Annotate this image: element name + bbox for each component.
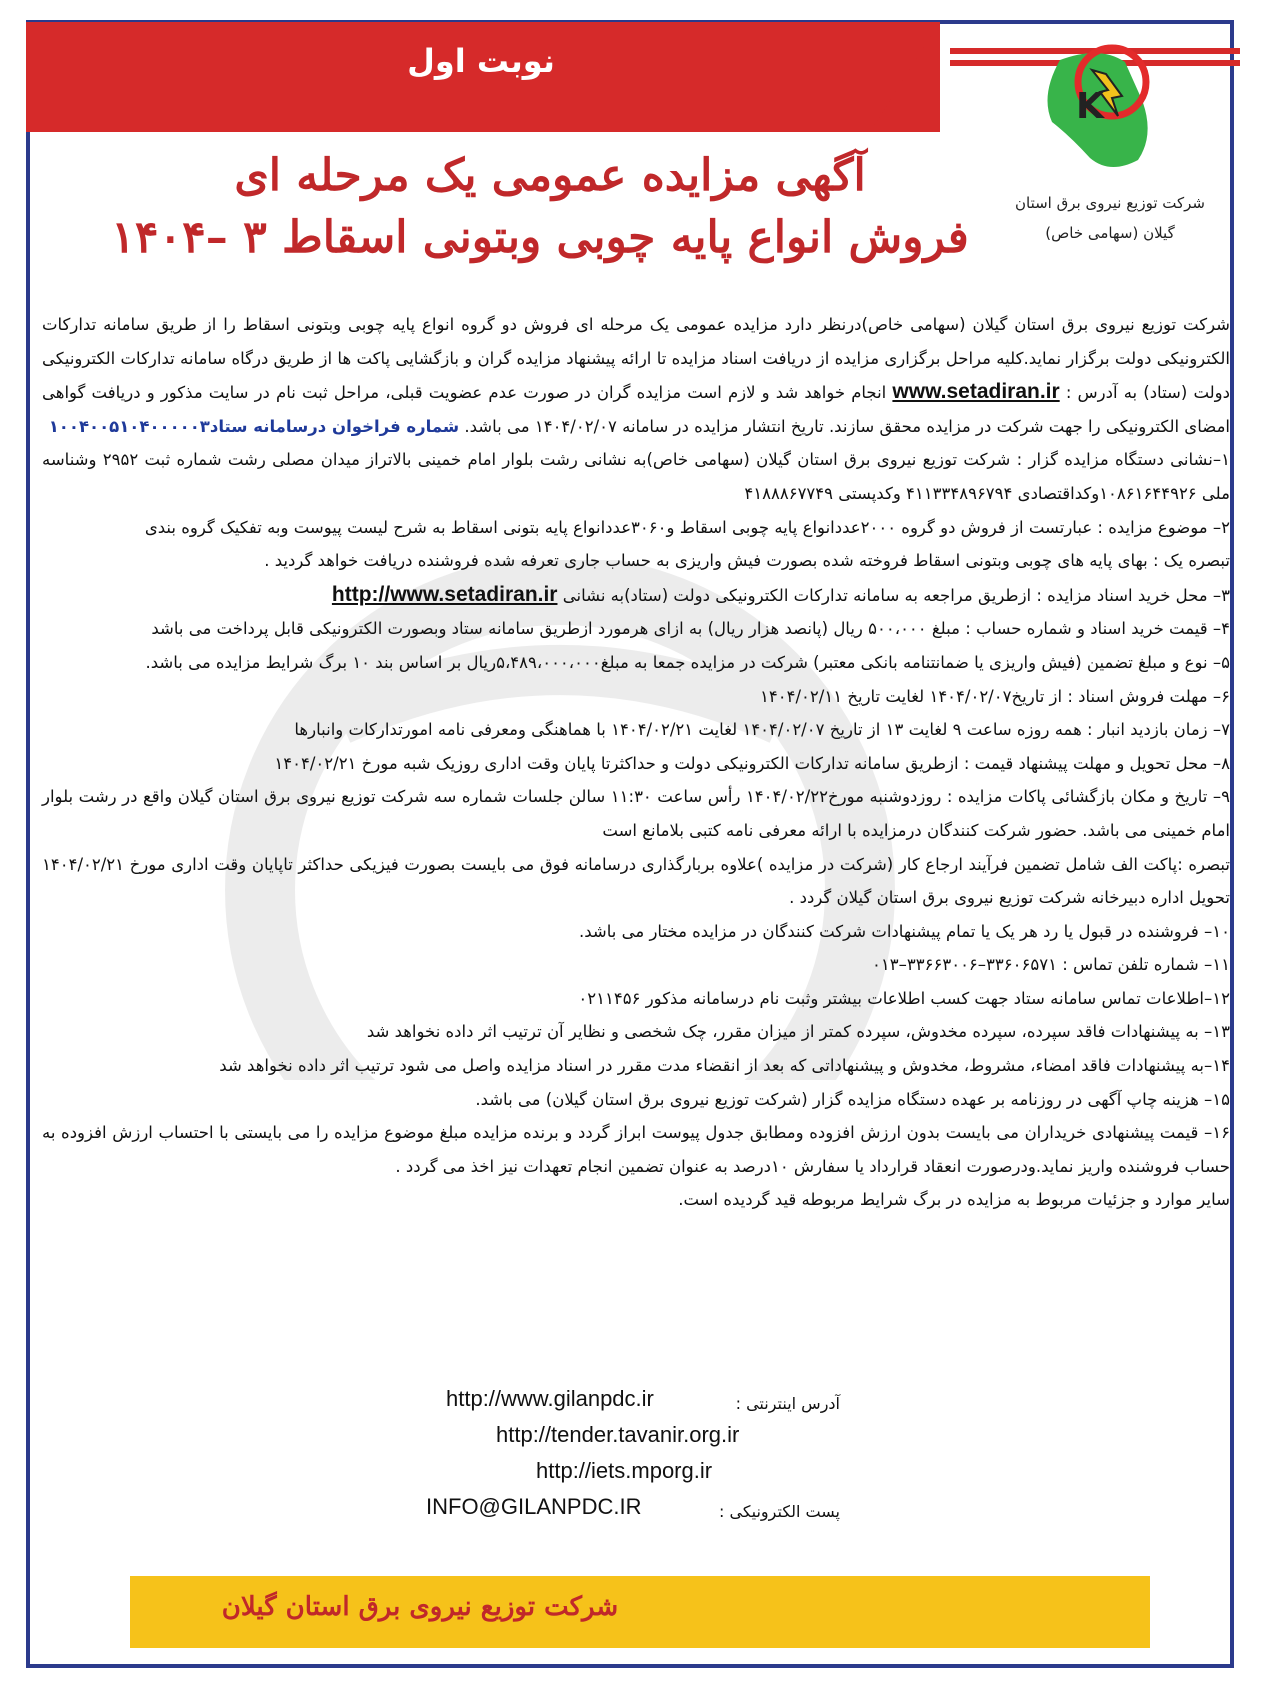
gilanpdc-link[interactable]: http://www.gilanpdc.ir <box>446 1386 654 1411</box>
item-3: ۳– محل خرید اسناد مزایده : ازطریق مراجعه به سامانه تدارکات الکترونیکی دولت (ستاد)به نشانی http://www.setadiran.ir <box>331 582 1230 606</box>
announcement-body <box>42 308 1230 1217</box>
company-name-line1: شرکت توزیع نیروی برق استان <box>1014 194 1205 212</box>
intro-paragraph: شرکت توزیع نیروی برق استان گیلان (سهامی خاص)درنظر دارد مزایده عمومی یک مرحله ای فروش دو گروه انواع پایه چوبی وبتونی اسقاط را از طریق سامانه تدارکات الکترونیکی دولت برگزار نماید.کلیه مراحل برگزاری مزایده از دریافت اسناد مزایده تا ارائه پیشنهاد مزایده گران و بازگشایی پاکت ها از طریق درگاه سامانه تدارکات الکترونیکی دولت (ستاد) به آدرس : www.setadiran.ir انجام خواهد شد و لازم است مزایده گران در صورت عدم عضویت قبلی، مراحل ثبت نام در سایت مذکور و دریافت گواهی امضای الکترونیکی را جهت شرکت در مزایده محقق سازند. تاریخ انتشار مزایده در سامانه ۱۴۰۴/۰۲/۰۷ می باشد. شماره فراخوان درسامانه ستاد۱۰۰۴۰۰۵۱۰۴۰۰۰۰۰۳ <box>42 315 1230 436</box>
item-8: ۸– محل تحویل و مهلت پیشنهاد قیمت : ازطریق سامانه تدارکات الکترونیکی دولت و حداکثرتا پایان وقت اداری روزیک شبه مورخ ۱۴۰۴/۰۲/۲۱ <box>274 753 1230 773</box>
round-label: نوبت اول <box>407 42 555 80</box>
email-label: پست الکترونیکی : <box>719 1502 840 1521</box>
title-line2: فروش انواع پایه چوبی وبتونی اسقاط ۳ –۱۴۰۴ <box>111 212 969 263</box>
note-1: تبصره یک : بهای پایه های چوبی وبتونی اسقاط فروخته شده بصورت فیش واریزی به حساب جاری تعرفه شده فروشنده دریافت خواهد گردید . <box>264 551 1230 571</box>
item-10: ۱۰– فروشنده در قبول یا رد هر یک یا تمام پیشنهادات شرکت کنندگان در مزایده مختار می باشد. <box>579 921 1230 941</box>
item-6: ۶– مهلت فروش اسناد : از تاریخ۱۴۰۴/۰۲/۰۷ لغایت تاریخ ۱۴۰۴/۰۲/۱۱ <box>760 686 1230 706</box>
item-16: ۱۶– قیمت پیشنهادی خریداران می بایست بدون ارزش افزوده ومطابق جدول پیوست ابراز گردد و برنده مزایده مبلغ موضوع مزایده را می بایستی با احتساب ارزش افزوده به حساب فروشنده واریز نماید.ودرصورت انعقاد قرارداد یا سفارش ۱۰درصد به عنوان تضمین انجام تعهدات نیز اخذ می گردد . <box>42 1123 1230 1176</box>
call-number: شماره فراخوان درسامانه ستاد۱۰۰۴۰۰۵۱۰۴۰۰۰۰۰۳ <box>48 416 460 436</box>
company-logo-icon <box>1030 40 1170 180</box>
item-12: ۱۲–اطلاعات تماس سامانه ستاد جهت کسب اطلاعات بیشتر وثبت نام درسامانه مذکور ۰۲۱۱۴۵۶ <box>578 988 1230 1008</box>
title-line1: آگهی مزایده عمومی یک مرحله ای <box>234 150 866 201</box>
tavanir-link[interactable]: http://tender.tavanir.org.ir <box>496 1422 740 1447</box>
company-name-small <box>1000 188 1220 248</box>
company-name-line2: گیلان (سهامی خاص) <box>1045 224 1175 242</box>
item-11: ۱۱– شماره تلفن تماس : ۳۳۶۰۶۵۷۱–۳۳۶۶۳۰۰۶–۰۱۳ <box>872 955 1230 975</box>
email-link[interactable]: INFO@GILANPDC.IR <box>426 1494 642 1519</box>
item-7: ۷– زمان بازدید انبار : همه روزه ساعت ۹ لغایت ۱۳ از تاریخ ۱۴۰۴/۰۲/۰۷ لغایت ۱۴۰۴/۰۲/۲۱ با هماهنگی ومعرفی نامه امورتدارکات وانبارها <box>294 720 1230 740</box>
item-15: ۱۵– هزینه چاپ آگهی در روزنامه بر عهده دستگاه مزایده گزار (شرکت توزیع نیروی برق استان گیلان) می باشد. <box>475 1089 1230 1109</box>
svg-text:K: K <box>1076 86 1104 127</box>
internet-label: آدرس اینترنتی : <box>735 1394 840 1413</box>
setadiran-link[interactable]: www.setadiran.ir <box>892 380 1060 404</box>
item-9: ۹– تاریخ و مکان بازگشائی پاکات مزایده : روزدوشنبه مورخ۱۴۰۴/۰۲/۲۲ رأس ساعت ۱۱:۳۰ سالن جلسات شماره سه شرکت توزیع نیروی برق استان گیلان واقع در رشت بلوار امام خمینی می باشد. حضور شرکت کنندگان درمزایده با ارائه معرفی نامه کتبی بلامانع است <box>42 787 1231 840</box>
note-2: تبصره :پاکت الف شامل تضمین فرآیند ارجاع کار (شرکت در مزایده )علاوه بربارگذاری درسامانه فوق می بایست بصورت فیزیکی حداکثر تاپایان وقت اداری مورخ ۱۴۰۴/۰۲/۲۱ تحویل اداره دبیرخانه شرکت توزیع نیروی برق استان گیلان گردد . <box>42 854 1230 908</box>
item-5: ۵– نوع و مبلغ تضمین (فیش واریزی یا ضمانتنامه بانکی معتبر) شرکت در مزایده جمعا به مبلغ۵،۴۸۹،۰۰۰،۰۰۰ریال بر اساس بند ۱۰ برگ شرایط مزایده می باشد. <box>145 652 1230 672</box>
contacts-block <box>380 1386 900 1530</box>
mporg-link[interactable]: http://iets.mporg.ir <box>536 1458 713 1483</box>
footer-company-name: شرکت توزیع نیروی برق استان گیلان <box>221 1592 619 1622</box>
item-4: ۴– قیمت خرید اسناد و شماره حساب : مبلغ ۵۰۰،۰۰۰ ریال (پانصد هزار ریال) به ازای هرمورد ازطریق سامانه ستاد وبصورت الکترونیکی قابل پرداخت می باشد <box>151 619 1230 639</box>
header-red-banner-tip <box>870 22 940 132</box>
closing-note: سایر موارد و جزئیات مربوط به مزایده در برگ شرایط مربوطه قید گردیده است. <box>678 1190 1230 1210</box>
item-2: ۲– موضوع مزایده : عبارتست از فروش دو گروه ۲۰۰۰عددانواع پایه چوبی اسقاط و۳۰۶۰عددانواع پایه بتونی اسقاط به شرح لیست پیوست وبه تفکیک گروه بندی <box>144 517 1230 537</box>
setadiran-http-link[interactable]: http://www.setadiran.ir <box>331 582 558 606</box>
item-13: ۱۳– به پیشنهادات فاقد سپرده، سپرده مخدوش، سپرده کمتر از میزان مقرر، چک شخصی و نظایر آن ترتیب اثر داده نخواهد شد <box>366 1022 1230 1042</box>
item-1: ۱–نشانی دستگاه مزایده گزار : شرکت توزیع نیروی برق استان گیلان (سهامی خاص)به نشانی رشت بلوار امام خمینی بالاتراز میدان مصلی رشت شماره ثبت ۲۹۵۲ وشناسه ملی ۱۰۸۶۱۶۴۴۹۲۶وکداقتصادی ۴۱۱۳۳۴۸۹۶۷۹۴ وکدپستی ۴۱۸۸۸۶۷۷۴۹ <box>42 450 1230 503</box>
item-14: ۱۴–به پیشنهادات فاقد امضاء، مشروط، مخدوش و پیشنهاداتی که بعد از انقضاء مدت مقرر در اسناد مزایده واصل می شود ترتیب اثر داده نخواهد شد <box>219 1056 1230 1076</box>
